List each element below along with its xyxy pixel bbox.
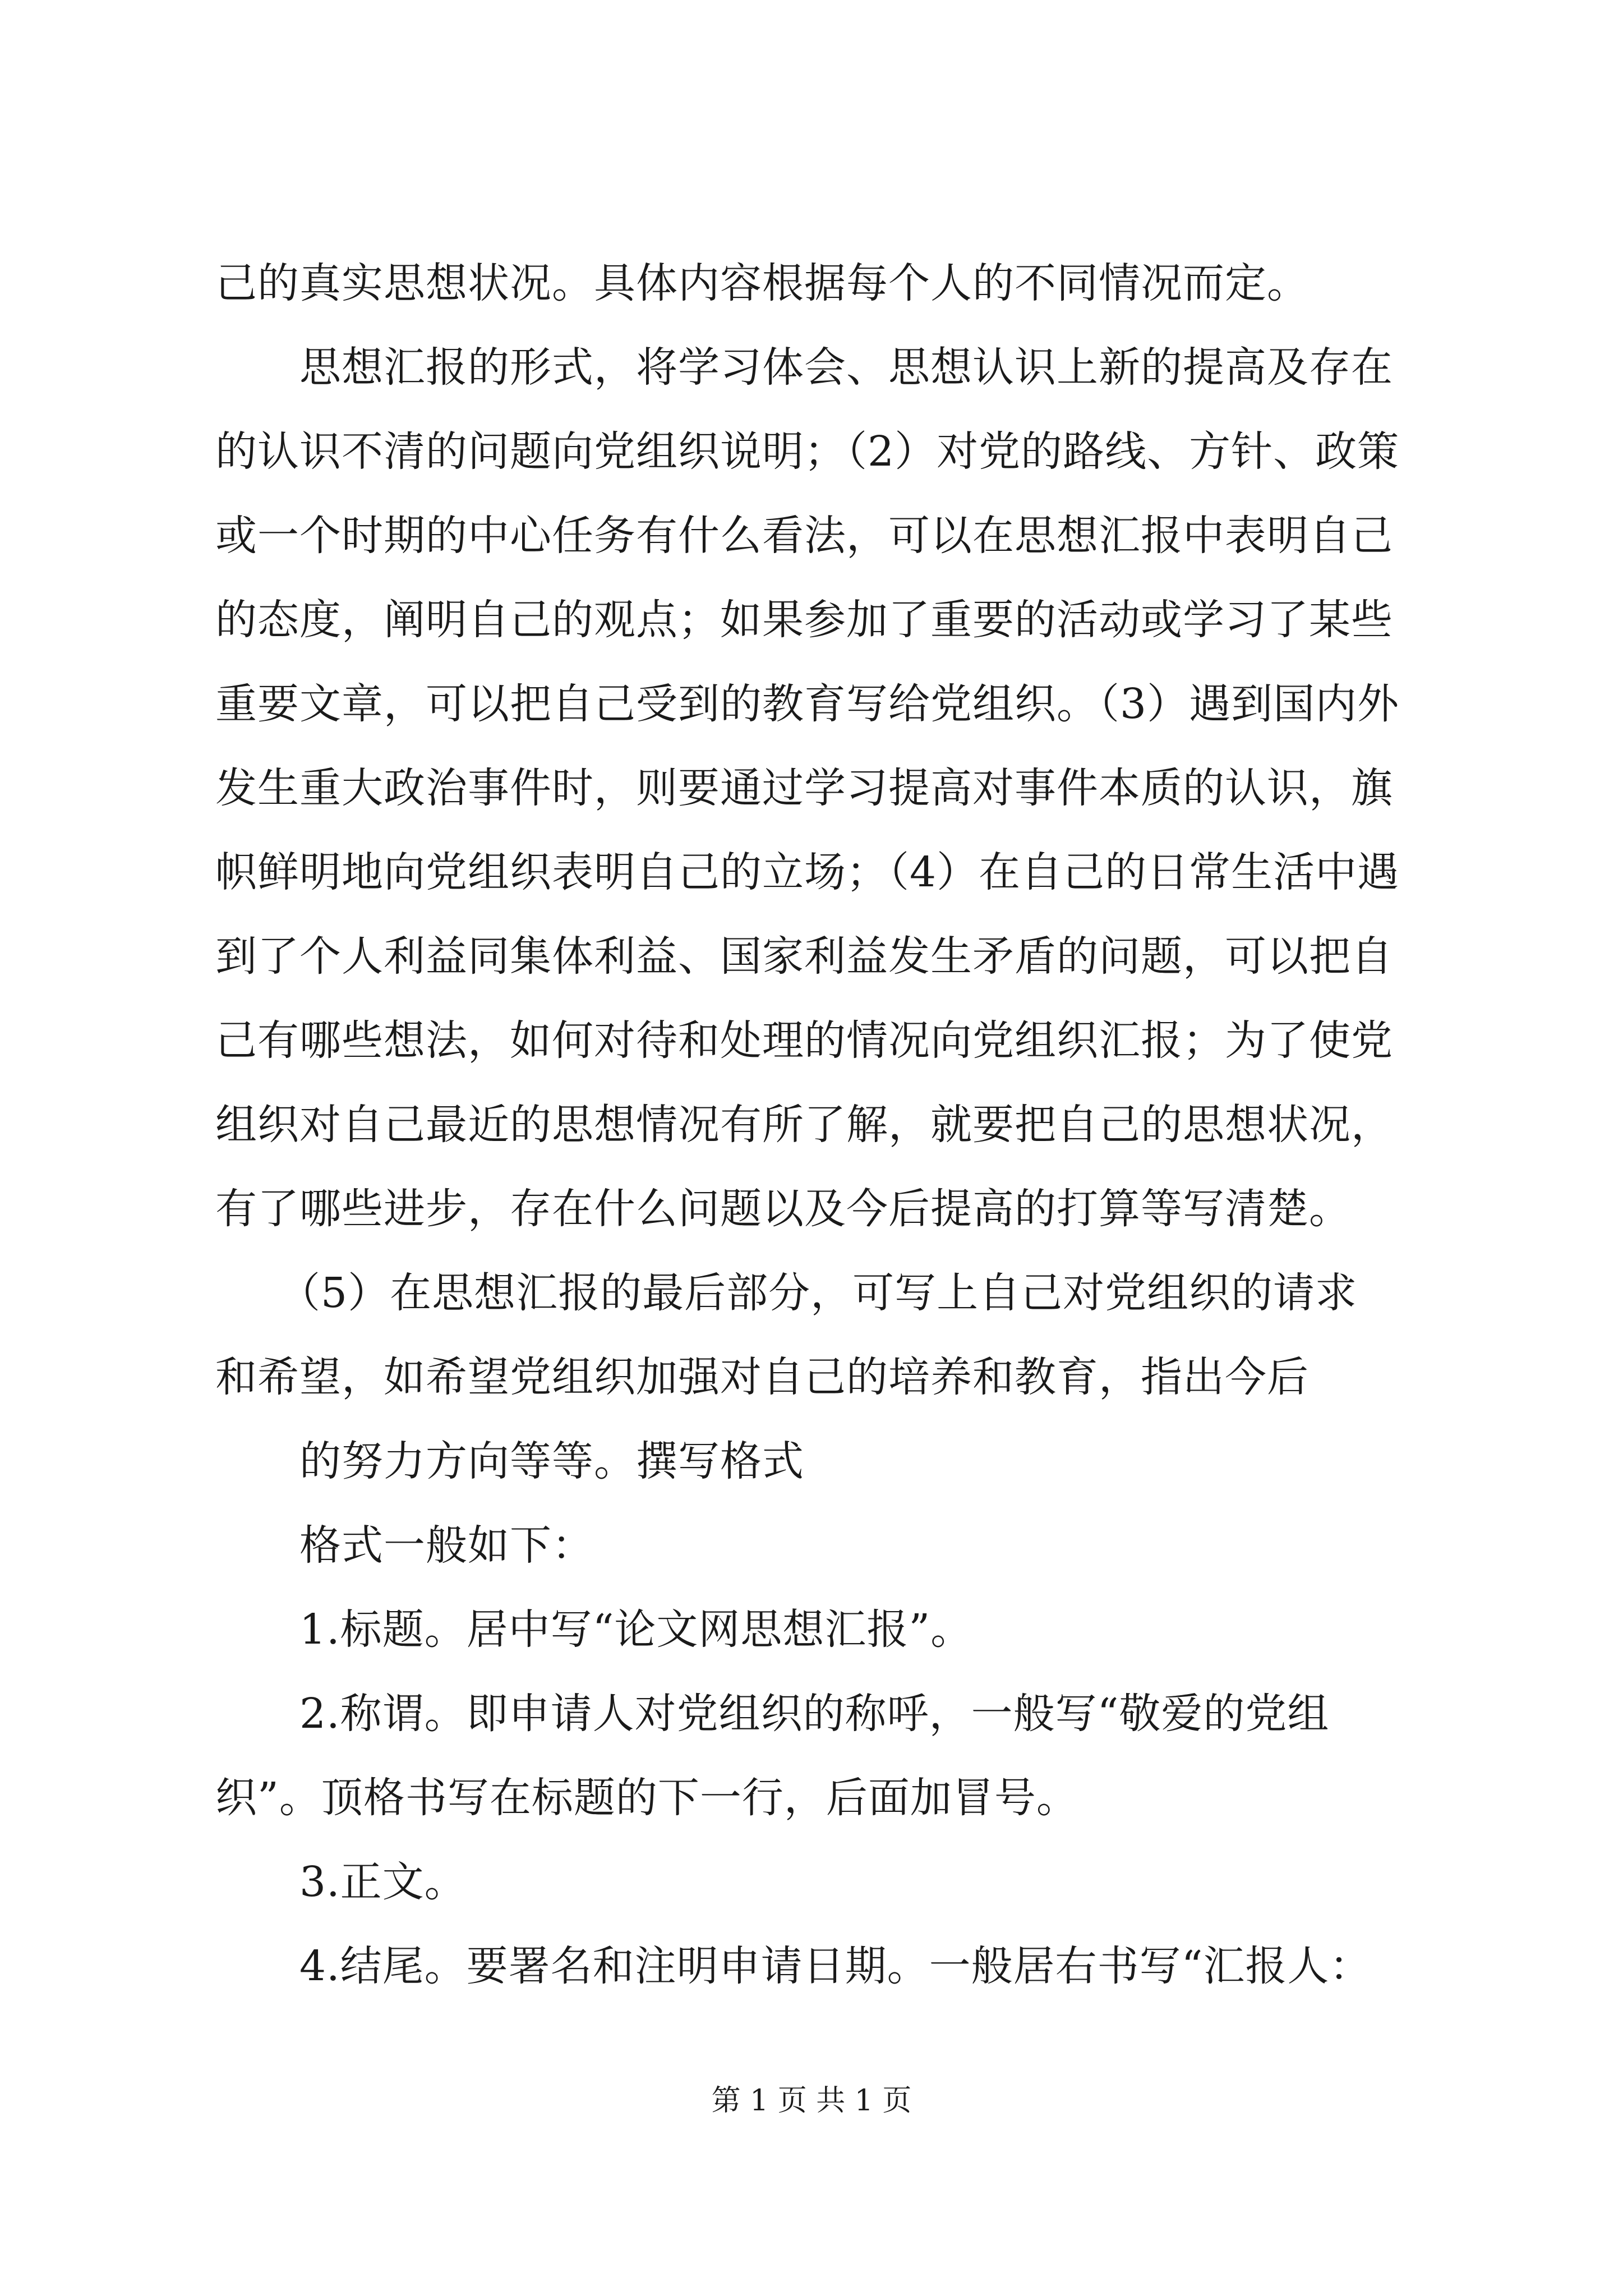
text-line: 的认识不清的问题向党组织说明；（2）对党的路线、方针、政策	[215, 427, 1400, 476]
text-line: 重要文章，可以把自己受到的教育写给党组织。（3）遇到国内外	[215, 680, 1400, 728]
text-line: 的态度，阐明自己的观点；如果参加了重要的活动或学习了某些	[215, 596, 1393, 644]
text-line: 1.标题。居中写“论文网思想汇报”。	[215, 1605, 973, 1654]
text-line: 到了个人利益同集体利益、国家利益发生矛盾的问题，可以把自	[215, 932, 1393, 981]
text-line: 织”。顶格书写在标题的下一行，后面加冒号。	[215, 1774, 1078, 1822]
text-line: 和希望，如希望党组织加强对自己的培养和教育，指出今后	[215, 1353, 1309, 1401]
text-line: 格式一般如下：	[215, 1521, 594, 1570]
text-line: 4.结尾。要署名和注明申请日期。一般居右书写“汇报人：	[215, 1942, 1372, 1990]
text-line: 组织对自己最近的思想情况有所了解，就要把自己的思想状况，	[215, 1101, 1393, 1149]
text-line: 有了哪些进步，存在什么问题以及今后提高的打算等写清楚。	[215, 1185, 1351, 1233]
text-line: （5）在思想汇报的最后部分，可写上自己对党组织的请求	[215, 1269, 1358, 1317]
text-line: 发生重大政治事件时，则要通过学习提高对事件本质的认识，旗	[215, 764, 1393, 812]
text-line: 帜鲜明地向党组织表明自己的立场；（4）在自己的日常生活中遇	[215, 848, 1400, 896]
page-footer: 第 1 页 共 1 页	[711, 2084, 912, 2118]
text-line: 3.正文。	[215, 1858, 467, 1906]
text-line: 己有哪些想法，如何对待和处理的情况向党组织汇报；为了使党	[215, 1016, 1393, 1065]
text-line: 或一个时期的中心任务有什么看法，可以在思想汇报中表明自己	[215, 512, 1393, 560]
text-line: 的努力方向等等。撰写格式	[215, 1437, 804, 1485]
text-line: 己的真实思想状况。具体内容根据每个人的不同情况而定。	[215, 259, 1309, 307]
text-line: 思想汇报的形式，将学习体会、思想认识上新的提高及存在	[215, 343, 1393, 392]
text-line: 2.称谓。即申请人对党组织的称呼，一般写“敬爱的党组	[215, 1690, 1330, 1738]
